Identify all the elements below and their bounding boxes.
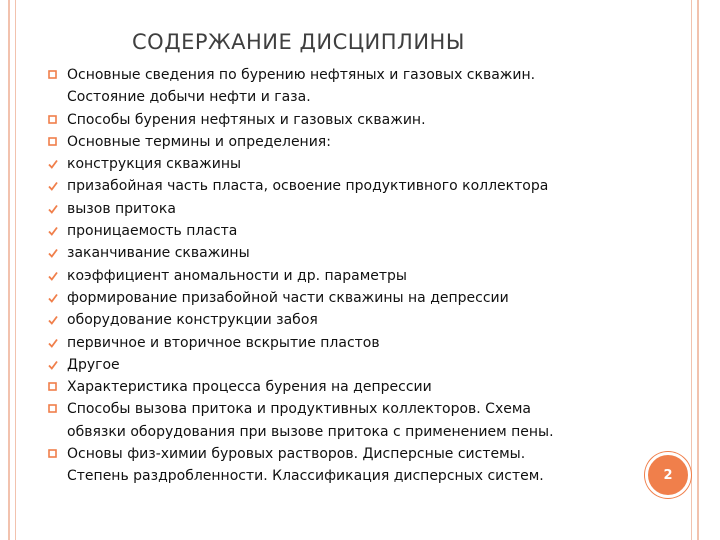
list-item-text: оборудование конструкции забоя: [67, 312, 318, 329]
list-item: [46, 309, 646, 331]
square-bullet-icon: [48, 70, 58, 80]
list-item-text: Способы бурения нефтяных и газовых скважин.: [67, 111, 426, 128]
list-item-text: заканчивание скважины: [67, 245, 250, 262]
frame-line-left-outer: [8, 0, 10, 540]
list-item-text: Основные сведения по бурению нефтяных и газовых скважин.: [67, 67, 536, 83]
list-item-text: призабойная часть пласта, освоение продуктивного коллектора: [67, 178, 549, 195]
list-item-text: Способы вызова притока и продуктивных коллекторов. Схема: [67, 401, 531, 418]
slide-title: СОДЕРЖАНИЕ ДИСЦИПЛИНЫ: [132, 30, 465, 54]
checkmark-icon: [48, 181, 58, 191]
square-bullet-icon: [48, 449, 58, 459]
checkmark-icon: [48, 226, 58, 236]
list-item-text: Основные термины и определения:: [67, 133, 331, 150]
list-item: [46, 64, 646, 109]
list-item-text: вызов притока: [67, 200, 176, 217]
checkmark-icon: [48, 315, 58, 325]
list-item-text: конструкция скважины: [67, 156, 242, 173]
checkmark-icon: [48, 338, 58, 348]
checkmark-icon: [48, 248, 58, 258]
list-item: [46, 287, 646, 309]
list-item: [46, 153, 646, 175]
list-item: [46, 354, 646, 376]
checkmark-icon: [48, 204, 58, 214]
list-item: [46, 131, 646, 153]
list-item: [46, 198, 646, 220]
frame-line-left-inner: [15, 0, 16, 540]
checkmark-icon: [48, 271, 58, 281]
checkmark-icon: [48, 159, 58, 169]
list-item-text: первичное и вторичное вскрытие пластов: [67, 334, 380, 351]
checkmark-icon: [48, 293, 58, 303]
square-bullet-icon: [48, 115, 58, 125]
list-item-text: Другое: [67, 356, 120, 373]
square-bullet-icon: [48, 137, 58, 147]
list-item: [46, 265, 646, 287]
list-item: [46, 398, 646, 443]
list-item-text: формирование призабойной части скважины на депрессии: [67, 289, 509, 306]
list-item: [46, 376, 646, 398]
list-item: [46, 109, 646, 131]
checkmark-icon: [48, 360, 58, 370]
list-item: [46, 242, 646, 264]
square-bullet-icon: [48, 382, 58, 392]
list-item-text: Характеристика процесса бурения на депрессии: [67, 379, 432, 396]
page-number-badge: 2: [645, 452, 691, 498]
list-item-text: обвязки оборудования при вызове притока с применением пены.: [67, 423, 554, 440]
list-item-text: проницаемость пласта: [67, 223, 238, 240]
list-item-text: Состояние добычи нефти и газа.: [67, 89, 311, 106]
list-item: [46, 443, 646, 488]
list-item-text: коэффициент аномальности и др. параметры: [67, 267, 407, 284]
frame-line-right-inner: [691, 0, 692, 540]
square-bullet-icon: [48, 404, 58, 414]
list-item: [46, 175, 646, 197]
list-item: [46, 220, 646, 242]
content-list: [46, 64, 646, 488]
list-item-text: Степень раздробленности. Классификация дисперсных систем.: [67, 468, 544, 485]
list-item: [46, 332, 646, 354]
frame-line-right-outer: [697, 0, 699, 540]
list-item-text: Основы физ-химии буровых растворов. Дисперсные системы.: [67, 446, 526, 463]
